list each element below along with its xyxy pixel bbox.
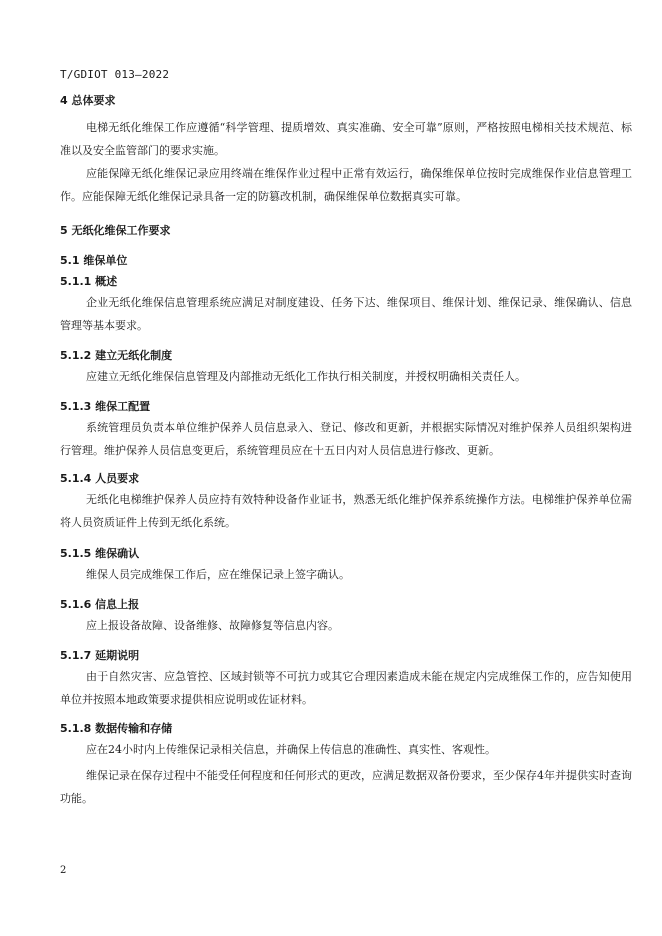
- section-5-1-3-paragraph: 系统管理员负责本单位维护保养人员信息录入、登记、修改和更新，并根据实际情况对维护保养人员组织架构进行管理。维护保养人员信息变更后，系统管理员应在十五日内对人员信息进行修改、更新。: [60, 421, 632, 457]
- document-id: T/GDIOT 013—2022: [60, 68, 170, 81]
- section-4-heading: 4 总体要求: [60, 94, 116, 107]
- section-5-1-5-paragraph: 维保人员完成维保工作后，应在维保记录上签字确认。: [86, 568, 350, 581]
- section-4-paragraph-2: 应能保障无纸化维保记录应用终端在维保作业过程中正常有效运行，确保维保单位按时完成维保作业信息管理工作。应能保障无纸化维保记录具备一定的防篡改机制，确保维保单位数据真实可靠。: [60, 167, 632, 203]
- section-5-1-6-paragraph: 应上报设备故障、设备维修、故障修复等信息内容。: [86, 619, 339, 632]
- section-5-1-1-paragraph: 企业无纸化维保信息管理系统应满足对制度建设、任务下达、维保项目、维保计划、维保记录、维保确认、信息管理等基本要求。: [60, 296, 632, 332]
- section-5-1-7-paragraph: 由于自然灾害、应急管控、区域封锁等不可抗力或其它合理因素造成未能在规定内完成维保工作的，应告知使用单位并按照本地政策要求提供相应说明或佐证材料。: [60, 670, 632, 706]
- section-5-1-5-heading: 5.1.5 维保确认: [60, 547, 140, 560]
- section-5-1-7-heading: 5.1.7 延期说明: [60, 649, 140, 662]
- section-5-1-2-heading: 5.1.2 建立无纸化制度: [60, 349, 173, 362]
- section-5-1-4-heading: 5.1.4 人员要求: [60, 472, 140, 485]
- section-5-heading: 5 无纸化维保工作要求: [60, 224, 171, 237]
- section-4-paragraph-1: 电梯无纸化维保工作应遵循“科学管理、提质增效、真实准确、安全可靠”原则，严格按照电梯相关技术规范、标准以及安全监管部门的要求实施。: [60, 121, 632, 157]
- section-5-1-1-heading: 5.1.1 概述: [60, 275, 118, 288]
- section-5-1-6-heading: 5.1.6 信息上报: [60, 598, 140, 611]
- section-5-1-heading: 5.1 维保单位: [60, 254, 128, 267]
- section-5-1-2-paragraph: 应建立无纸化维保信息管理及内部推动无纸化工作执行相关制度，并授权明确相关责任人。: [86, 370, 526, 383]
- section-5-1-8-paragraph-1: 应在24小时内上传维保记录相关信息，并确保上传信息的准确性、真实性、客观性。: [86, 743, 496, 756]
- section-5-1-3-heading: 5.1.3 维保工配置: [60, 400, 151, 413]
- section-5-1-8-heading: 5.1.8 数据传输和存储: [60, 722, 173, 735]
- section-5-1-4-paragraph: 无纸化电梯维护保养人员应持有效特种设备作业证书，熟悉无纸化维护保养系统操作方法。电梯维护保养单位需将人员资质证件上传到无纸化系统。: [60, 493, 632, 529]
- section-5-1-8-paragraph-2: 维保记录在保存过程中不能受任何程度和任何形式的更改，应满足数据双备份要求，至少保存4年并提供实时查询功能。: [60, 769, 632, 805]
- page-number: 2: [60, 865, 67, 876]
